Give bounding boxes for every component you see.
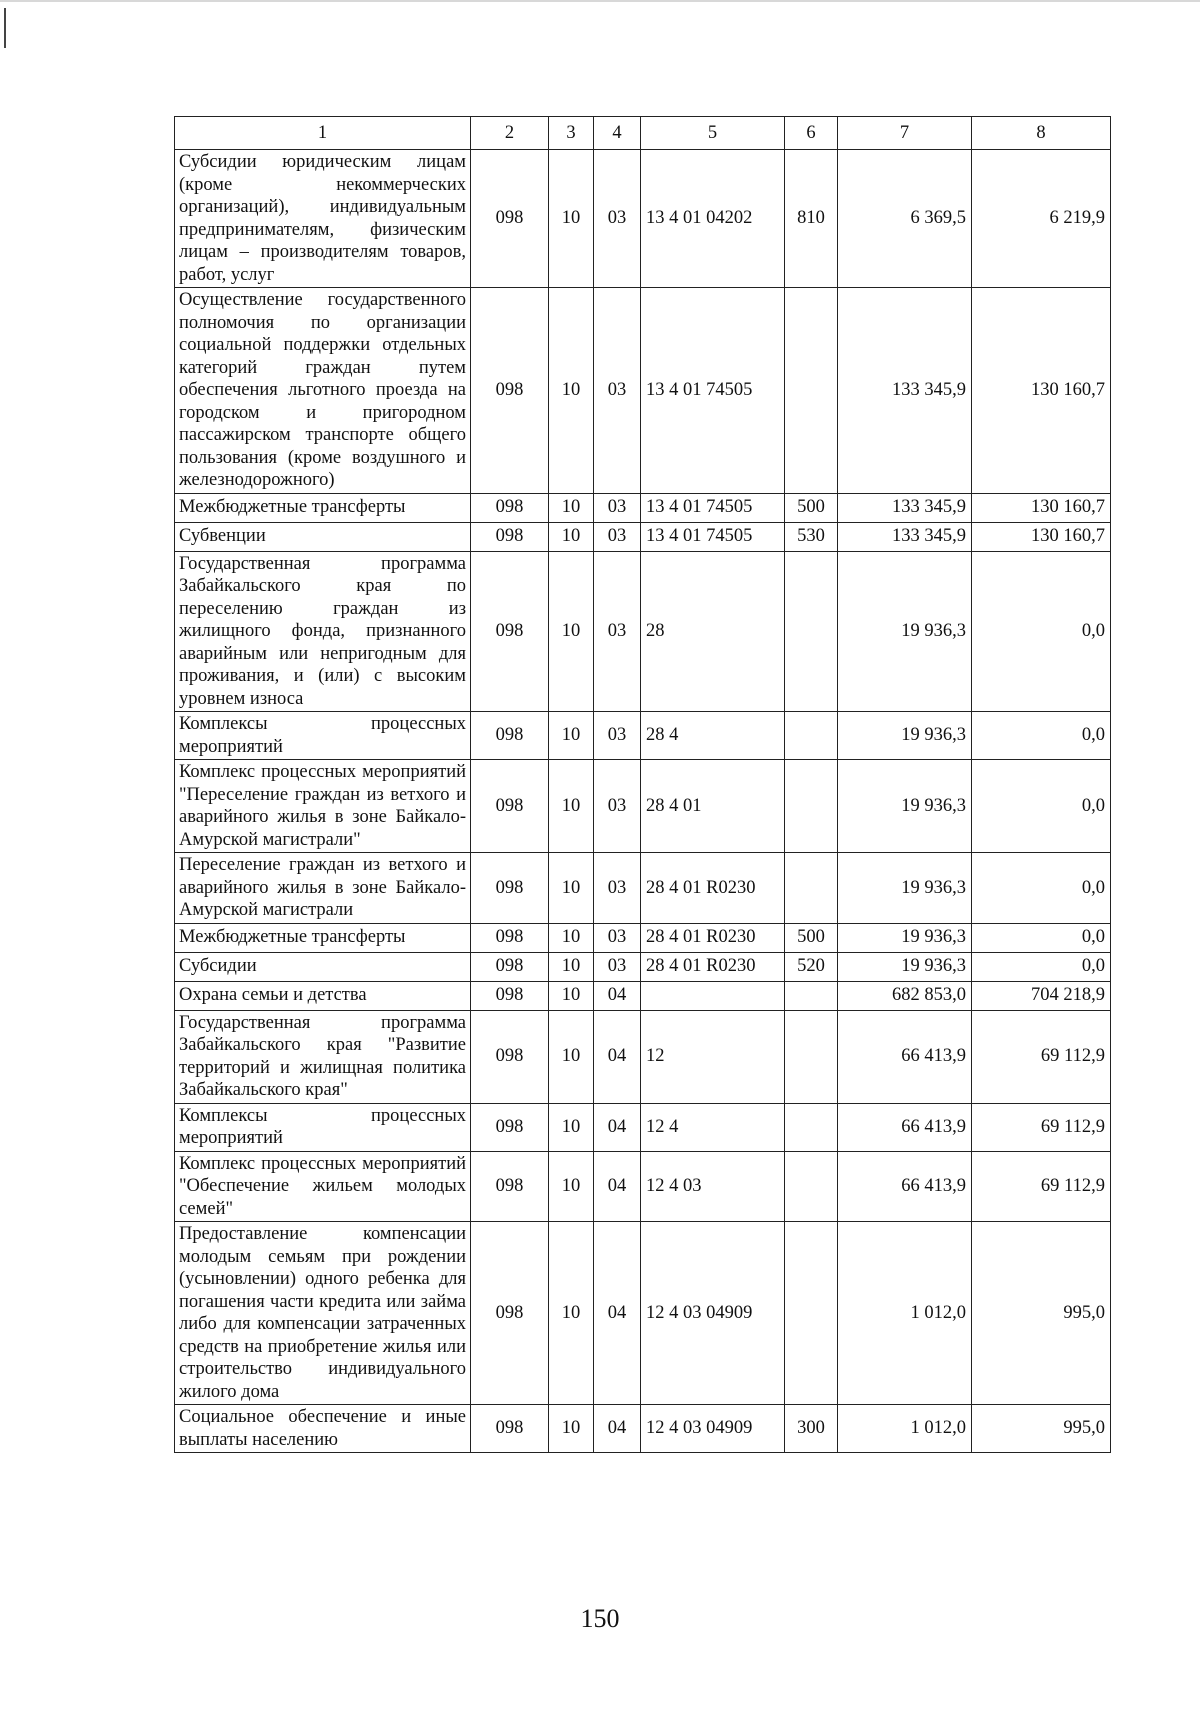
row-col-7: 19 936,3 <box>838 551 972 712</box>
row-col-2: 098 <box>471 288 549 494</box>
row-col-3: 10 <box>549 1103 594 1151</box>
row-col-7: 133 345,9 <box>838 493 972 522</box>
row-col-6: 810 <box>785 150 838 288</box>
row-name: Субсидии <box>175 952 471 981</box>
row-col-8: 995,0 <box>972 1222 1111 1405</box>
row-col-4: 03 <box>594 952 641 981</box>
row-col-6 <box>785 1103 838 1151</box>
row-col-5 <box>641 981 785 1010</box>
row-col-4: 04 <box>594 981 641 1010</box>
row-col-2: 098 <box>471 853 549 924</box>
row-col-6 <box>785 1010 838 1103</box>
row-col-6 <box>785 981 838 1010</box>
row-col-3: 10 <box>549 952 594 981</box>
row-col-8: 0,0 <box>972 712 1111 760</box>
row-col-2: 098 <box>471 522 549 551</box>
row-name: Межбюджетные трансферты <box>175 493 471 522</box>
row-col-2: 098 <box>471 1103 549 1151</box>
row-col-7: 6 369,5 <box>838 150 972 288</box>
row-col-3: 10 <box>549 288 594 494</box>
row-col-2: 098 <box>471 712 549 760</box>
row-col-3: 10 <box>549 760 594 853</box>
row-col-5: 12 <box>641 1010 785 1103</box>
row-col-3: 10 <box>549 1151 594 1222</box>
table-header <box>175 117 1111 150</box>
header-col-4: 4 <box>594 117 641 150</box>
header-col-6: 6 <box>785 117 838 150</box>
row-col-4: 03 <box>594 760 641 853</box>
row-col-2: 098 <box>471 1151 549 1222</box>
header-col-1: 1 <box>175 117 471 150</box>
row-col-4: 04 <box>594 1151 641 1222</box>
row-col-7: 19 936,3 <box>838 760 972 853</box>
row-col-3: 10 <box>549 1010 594 1103</box>
row-col-3: 10 <box>549 493 594 522</box>
row-name: Социальное обеспечение и иные выплаты населению <box>175 1405 471 1453</box>
row-col-6 <box>785 288 838 494</box>
row-col-8: 0,0 <box>972 923 1111 952</box>
row-col-8: 0,0 <box>972 952 1111 981</box>
row-col-8: 995,0 <box>972 1405 1111 1453</box>
table-row <box>175 1405 1111 1453</box>
row-col-5: 28 4 01 R0230 <box>641 952 785 981</box>
row-col-6: 300 <box>785 1405 838 1453</box>
row-col-7: 66 413,9 <box>838 1010 972 1103</box>
row-col-3: 10 <box>549 1405 594 1453</box>
row-name: Переселение граждан из ветхого и аварийного жилья в зоне Байкало-Амурской магистрали <box>175 853 471 924</box>
row-col-6: 530 <box>785 522 838 551</box>
table-row <box>175 1010 1111 1103</box>
table-row <box>175 288 1111 494</box>
row-col-3: 10 <box>549 551 594 712</box>
row-col-4: 03 <box>594 923 641 952</box>
row-col-5: 12 4 03 <box>641 1151 785 1222</box>
table-row <box>175 1222 1111 1405</box>
row-col-2: 098 <box>471 1222 549 1405</box>
row-col-5: 28 4 01 R0230 <box>641 923 785 952</box>
row-col-7: 682 853,0 <box>838 981 972 1010</box>
row-col-3: 10 <box>549 981 594 1010</box>
row-col-8: 130 160,7 <box>972 288 1111 494</box>
table-row <box>175 150 1111 288</box>
table-row <box>175 712 1111 760</box>
row-name: Государственная программа Забайкальского края "Развитие территорий и жилищная политика Забайкальского края" <box>175 1010 471 1103</box>
row-col-6 <box>785 712 838 760</box>
page-left-edge-mark <box>4 8 6 48</box>
table-row <box>175 760 1111 853</box>
row-col-4: 04 <box>594 1103 641 1151</box>
row-col-2: 098 <box>471 493 549 522</box>
row-col-4: 03 <box>594 493 641 522</box>
row-col-5: 28 4 <box>641 712 785 760</box>
row-col-2: 098 <box>471 952 549 981</box>
budget-table <box>174 116 1111 1453</box>
row-col-7: 1 012,0 <box>838 1222 972 1405</box>
row-col-5: 13 4 01 04202 <box>641 150 785 288</box>
row-col-5: 28 <box>641 551 785 712</box>
row-name: Межбюджетные трансферты <box>175 923 471 952</box>
header-col-8: 8 <box>972 117 1111 150</box>
table-body <box>175 150 1111 1453</box>
row-col-2: 098 <box>471 981 549 1010</box>
row-col-8: 0,0 <box>972 760 1111 853</box>
table-row <box>175 1103 1111 1151</box>
row-col-7: 19 936,3 <box>838 853 972 924</box>
row-col-6 <box>785 551 838 712</box>
row-col-8: 69 112,9 <box>972 1010 1111 1103</box>
row-col-8: 0,0 <box>972 853 1111 924</box>
row-col-6: 500 <box>785 923 838 952</box>
row-col-7: 133 345,9 <box>838 288 972 494</box>
row-col-3: 10 <box>549 923 594 952</box>
row-col-4: 04 <box>594 1010 641 1103</box>
row-col-7: 19 936,3 <box>838 952 972 981</box>
row-col-7: 1 012,0 <box>838 1405 972 1453</box>
row-col-2: 098 <box>471 1405 549 1453</box>
page-top-edge <box>0 0 1200 2</box>
row-col-2: 098 <box>471 923 549 952</box>
row-col-5: 12 4 <box>641 1103 785 1151</box>
row-col-5: 28 4 01 R0230 <box>641 853 785 924</box>
page-number: 150 <box>580 1604 620 1633</box>
header-col-2: 2 <box>471 117 549 150</box>
table-row <box>175 853 1111 924</box>
row-col-8: 0,0 <box>972 551 1111 712</box>
row-col-6: 500 <box>785 493 838 522</box>
row-col-5: 28 4 01 <box>641 760 785 853</box>
row-col-8: 69 112,9 <box>972 1151 1111 1222</box>
row-col-4: 03 <box>594 522 641 551</box>
row-col-6 <box>785 1151 838 1222</box>
table-row <box>175 493 1111 522</box>
row-col-6: 520 <box>785 952 838 981</box>
row-name: Комплекс процессных мероприятий "Переселение граждан из ветхого и аварийного жилья в зоне Байкало-Амурской магистрали" <box>175 760 471 853</box>
row-name: Осуществление государственного полномочия по организации социальной поддержки отдельных категорий граждан путем обеспечения льготного проезда на городском и пригородном пассажирском транспорте общего пользования (кроме воздушного и железнодорожного) <box>175 288 471 494</box>
row-name: Предоставление компенсации молодым семьям при рождении (усыновлении) одного ребенка для погашения части кредита или займа либо для компенсации затраченных средств на приобретение жилья или строительство индивидуального жилого дома <box>175 1222 471 1405</box>
row-col-3: 10 <box>549 853 594 924</box>
row-col-5: 13 4 01 74505 <box>641 493 785 522</box>
row-name: Комплекс процессных мероприятий "Обеспечение жильем молодых семей" <box>175 1151 471 1222</box>
row-col-8: 130 160,7 <box>972 493 1111 522</box>
table-row <box>175 923 1111 952</box>
row-col-7: 19 936,3 <box>838 923 972 952</box>
row-col-4: 03 <box>594 853 641 924</box>
table-row <box>175 952 1111 981</box>
row-col-5: 13 4 01 74505 <box>641 288 785 494</box>
table-row <box>175 1151 1111 1222</box>
row-col-3: 10 <box>549 1222 594 1405</box>
row-col-3: 10 <box>549 150 594 288</box>
row-col-4: 03 <box>594 288 641 494</box>
row-col-4: 03 <box>594 150 641 288</box>
row-col-2: 098 <box>471 1010 549 1103</box>
row-col-7: 66 413,9 <box>838 1103 972 1151</box>
row-col-6 <box>785 853 838 924</box>
row-col-4: 03 <box>594 551 641 712</box>
header-col-3: 3 <box>549 117 594 150</box>
row-col-6 <box>785 1222 838 1405</box>
header-col-7: 7 <box>838 117 972 150</box>
row-col-3: 10 <box>549 522 594 551</box>
row-col-2: 098 <box>471 760 549 853</box>
row-col-3: 10 <box>549 712 594 760</box>
row-col-7: 19 936,3 <box>838 712 972 760</box>
header-col-5: 5 <box>641 117 785 150</box>
row-col-8: 704 218,9 <box>972 981 1111 1010</box>
row-col-4: 04 <box>594 1222 641 1405</box>
row-col-2: 098 <box>471 150 549 288</box>
row-col-8: 6 219,9 <box>972 150 1111 288</box>
row-col-2: 098 <box>471 551 549 712</box>
row-name: Субсидии юридическим лицам (кроме некоммерческих организаций), индивидуальным предпринимателям, физическим лицам – производителям товаров, работ, услуг <box>175 150 471 288</box>
row-name: Комплексы процессных мероприятий <box>175 712 471 760</box>
row-name: Комплексы процессных мероприятий <box>175 1103 471 1151</box>
row-col-8: 130 160,7 <box>972 522 1111 551</box>
table-row <box>175 551 1111 712</box>
row-col-8: 69 112,9 <box>972 1103 1111 1151</box>
row-name: Охрана семьи и детства <box>175 981 471 1010</box>
row-col-6 <box>785 760 838 853</box>
row-col-5: 12 4 03 04909 <box>641 1222 785 1405</box>
row-name: Государственная программа Забайкальского края по переселению граждан из жилищного фонда, признанного аварийным или непригодным для проживания, и (или) с высоким уровнем износа <box>175 551 471 712</box>
table-row <box>175 981 1111 1010</box>
row-col-7: 66 413,9 <box>838 1151 972 1222</box>
table-row <box>175 522 1111 551</box>
row-col-4: 03 <box>594 712 641 760</box>
header-row <box>175 117 1111 150</box>
row-name: Субвенции <box>175 522 471 551</box>
row-col-7: 133 345,9 <box>838 522 972 551</box>
row-col-5: 12 4 03 04909 <box>641 1405 785 1453</box>
row-col-4: 04 <box>594 1405 641 1453</box>
row-col-5: 13 4 01 74505 <box>641 522 785 551</box>
